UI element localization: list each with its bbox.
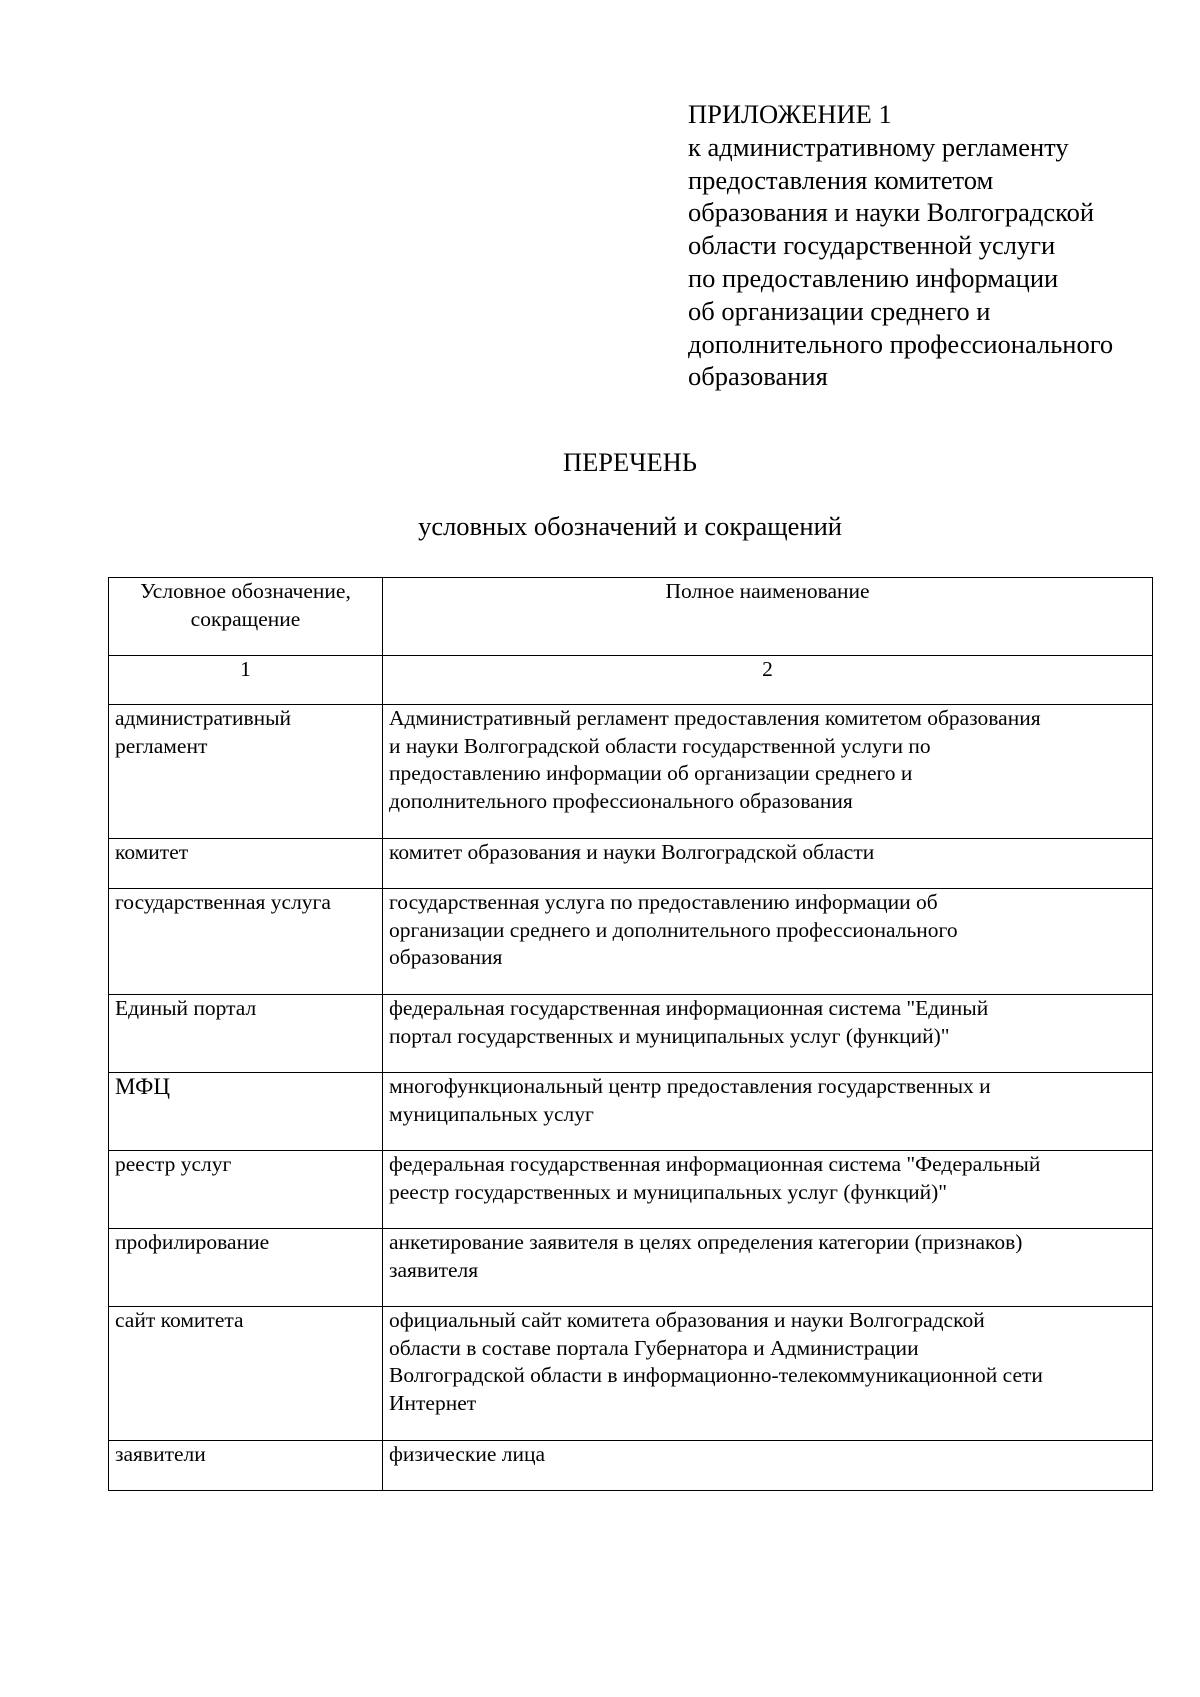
header-definition — [383, 578, 1153, 656]
definition-cell — [383, 995, 1153, 1073]
definition-line: предоставлению информации об организации среднего и — [389, 761, 913, 785]
definition-cell — [383, 1307, 1153, 1441]
term-line: Единый портал — [115, 996, 257, 1020]
term-cell — [109, 889, 383, 995]
term-line: реестр услуг — [115, 1152, 232, 1176]
term-line: государственная услуга — [115, 890, 331, 914]
term-line: МФЦ — [115, 1074, 170, 1099]
table-row — [109, 1073, 1153, 1151]
appendix-line: образования — [688, 361, 828, 392]
definition-cell — [383, 1229, 1153, 1307]
definition-line: портал государственных и муниципальных услуг (функций)" — [389, 1023, 950, 1048]
term-line: административный — [115, 706, 292, 730]
table-row — [109, 1441, 1153, 1491]
header-term-line: сокращение — [190, 606, 301, 631]
appendix-line: области государственной услуги — [688, 230, 1056, 261]
appendix-line: предоставления комитетом — [688, 164, 994, 195]
column-number-row — [109, 656, 1153, 705]
definition-line: многофункциональный центр предоставления государственных и — [389, 1074, 991, 1098]
term-cell — [109, 1229, 383, 1307]
definition-line: комитет образования и науки Волгоградской области — [389, 840, 875, 864]
table-row — [109, 705, 1153, 839]
appendix-header — [688, 98, 1188, 393]
term-cell — [109, 1151, 383, 1229]
definition-line: муниципальных услуг — [389, 1101, 594, 1126]
term-line: комитет — [115, 840, 189, 864]
definition-cell — [383, 1441, 1153, 1491]
term-cell — [109, 1073, 383, 1151]
appendix-line: по предоставлению информации — [688, 262, 1059, 293]
definition-line: организации среднего и дополнительного профессионального — [389, 917, 958, 942]
table-row — [109, 889, 1153, 995]
definition-cell — [383, 705, 1153, 839]
definition-line: Интернет — [389, 1390, 477, 1415]
abbreviations-table — [108, 577, 1153, 1491]
document-title: ПЕРЕЧЕНЬ — [562, 447, 697, 477]
definition-line: Волгоградской области в информационно-телекоммуникационной сети — [389, 1363, 1043, 1387]
term-cell — [109, 839, 383, 889]
definition-line: реестр государственных и муниципальных услуг (функций)" — [389, 1179, 948, 1204]
header-definition-line: Полное наименование — [665, 579, 870, 603]
column-number: 1 — [109, 656, 383, 705]
appendix-line: об организации среднего и — [688, 295, 991, 326]
table-row — [109, 1151, 1153, 1229]
definition-cell — [383, 1073, 1153, 1151]
definition-line: федеральная государственная информационная система "Единый — [389, 996, 989, 1020]
term-cell — [109, 1441, 383, 1491]
term-cell — [109, 995, 383, 1073]
term-line: регламент — [115, 733, 208, 758]
appendix-line: ПРИЛОЖЕНИЕ 1 — [688, 99, 892, 129]
appendix-line: дополнительного профессионального — [688, 328, 1114, 359]
definition-line: дополнительного профессионального образования — [389, 788, 853, 813]
definition-line: области в составе портала Губернатора и Администрации — [389, 1335, 919, 1360]
definition-line: федеральная государственная информационная система "Федеральный — [389, 1152, 1041, 1176]
definition-line: государственная услуга по предоставлению информации об — [389, 890, 938, 914]
term-line: сайт комитета — [115, 1308, 244, 1332]
term-line: заявители — [115, 1442, 206, 1466]
definition-cell — [383, 839, 1153, 889]
definition-cell — [383, 889, 1153, 995]
definition-line: Административный регламент предоставления комитетом образования — [389, 706, 1041, 730]
header-term-line: Условное обозначение, — [140, 579, 351, 603]
term-cell — [109, 705, 383, 839]
term-line: профилирование — [115, 1230, 270, 1254]
definition-line: заявителя — [389, 1257, 479, 1282]
definition-line: образования — [389, 945, 503, 969]
appendix-line: к административному регламенту — [688, 131, 1069, 162]
table-row — [109, 839, 1153, 889]
table-row — [109, 995, 1153, 1073]
definition-line: анкетирование заявителя в целях определения категории (признаков) — [389, 1230, 1023, 1254]
table-row — [109, 1307, 1153, 1441]
table-row — [109, 1229, 1153, 1307]
table-header-row — [109, 578, 1153, 656]
appendix-line: образования и науки Волгоградской — [688, 197, 1095, 228]
header-term — [109, 578, 383, 656]
term-cell — [109, 1307, 383, 1441]
definition-line: и науки Волгоградской области государственной услуги по — [389, 733, 931, 758]
document-subtitle: условных обозначений и сокращений — [418, 511, 842, 541]
definition-line: физические лица — [389, 1442, 546, 1466]
definition-line: официальный сайт комитета образования и науки Волгоградской — [389, 1308, 985, 1332]
column-number: 2 — [383, 656, 1153, 705]
definition-cell — [383, 1151, 1153, 1229]
